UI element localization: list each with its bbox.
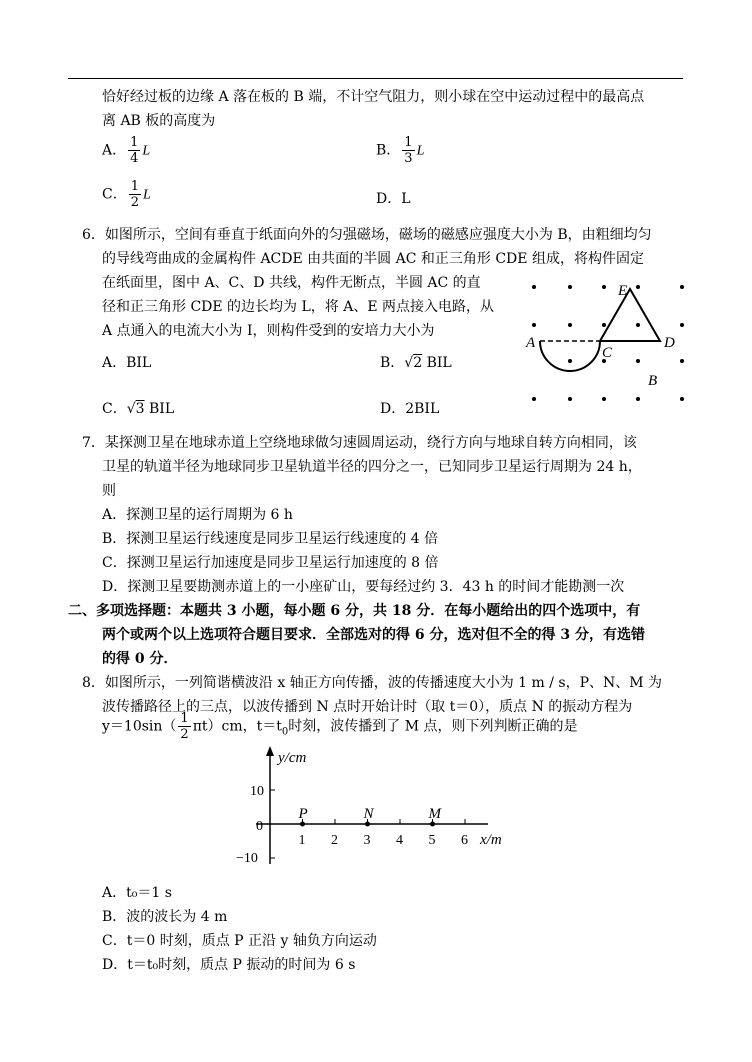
q6-option-d: D．2BIL: [380, 401, 440, 417]
q8-option-b: B．波的波长为 4 m: [102, 909, 228, 925]
point-N: [365, 822, 370, 827]
q8-option-c: C．t＝0 时刻，质点 P 正沿 y 轴负方向运动: [102, 933, 377, 949]
q5-b-var: L: [416, 143, 425, 159]
q8-eq-num: 1: [180, 711, 189, 726]
x-tick-label-5: 5: [428, 833, 436, 848]
y-tick-label-neg10: −10: [236, 851, 258, 866]
x-tick-label-3: 3: [363, 833, 371, 848]
point-label-P: P: [298, 806, 308, 822]
triangle-cde: [600, 289, 660, 341]
point-P: [300, 822, 305, 827]
q6-option-c: C．√3 BIL: [102, 401, 175, 417]
q5-b-den: 3: [404, 151, 413, 166]
q6-c-rest: BIL: [144, 401, 175, 417]
label-c: C: [602, 345, 613, 361]
q5-line2: 离 AB 板的高度为: [102, 113, 216, 129]
section2-line2: 两个或两个以上选项符合题目要求．全部选对的得 6 分，选对但不全的得 3 分，有选错: [102, 627, 645, 643]
q6-figure: [522, 275, 694, 405]
q5-a-den: 4: [130, 151, 139, 166]
header-rule: [68, 78, 683, 79]
q5-option-b-label: B．: [376, 142, 401, 159]
q7-line2: 卫星的轨道半径为地球同步卫星轨道半径的四分之一，已知同步卫星运行周期为 24 h，: [102, 459, 642, 475]
semicircle-ac: [540, 341, 600, 371]
q6-option-c-label: C．: [102, 401, 127, 417]
q8-eq-sub: 0: [281, 726, 289, 738]
point-M: [430, 822, 435, 827]
q8-option-d: D．t＝t₀时刻，质点 P 振动的时间为 6 s: [102, 957, 356, 973]
q5-c-den: 2: [130, 195, 139, 210]
q6-b-rest: BIL: [422, 355, 452, 371]
q8-line1: 8．如图所示，一列简谐横波沿 x 轴正方向传播，波的传播速度大小为 1 m / s，P、N、M 为: [82, 675, 663, 691]
q6-option-b-label: B．: [380, 355, 405, 371]
y-tick-label-10: 10: [250, 784, 264, 799]
y-axis-label: y/cm: [278, 750, 307, 766]
label-a: A: [526, 335, 536, 351]
q8-eq-den: 2: [180, 727, 189, 742]
q6-c-root: 3: [135, 401, 145, 417]
q7-option-a: A．探测卫星的运行周期为 6 h: [102, 507, 293, 523]
q6-line4: 径和正三角形 CDE 的边长均为 L，将 A、E 两点接入电路，从: [102, 299, 495, 315]
q8-eq-post: πt）cm，t＝t: [192, 718, 282, 735]
point-label-N: N: [363, 806, 374, 822]
q6-b-root: 2: [413, 355, 423, 371]
q7-option-c: C．探测卫星运行加速度是同步卫星运行加速度的 8 倍: [102, 555, 439, 571]
q6-option-a: A．BIL: [102, 355, 152, 371]
q5-a-var: L: [142, 143, 151, 159]
q5-line1: 恰好经过板的边缘 A 落在板的 B 端，不计空气阻力，则小球在空中运动过程中的最高点: [102, 89, 645, 105]
q7-option-b: B．探测卫星运行线速度是同步卫星运行线速度的 4 倍: [102, 531, 439, 547]
q8-equation: [102, 712, 578, 741]
q5-option-a-label: A．: [102, 142, 127, 159]
magnetic-field-dots: [532, 285, 684, 401]
x-tick-label-6: 6: [461, 833, 468, 848]
q5-c-var: L: [143, 187, 151, 203]
section2-line1: 二、多项选择题：本题共 3 小题，每小题 6 分，共 18 分．在每小题给出的四个选项中，有: [68, 603, 641, 619]
label-e: E: [618, 283, 628, 299]
y-axis-arrow: [266, 746, 274, 756]
q6-line5: A 点通入的电流大小为 I，则构件受到的安培力大小为: [102, 323, 435, 339]
section2-line3: 的得 0 分．: [102, 651, 178, 667]
q7-line1: 7．某探测卫星在地球赤道上空绕地球做匀速圆周运动，绕行方向与地球自转方向相同，该: [82, 435, 637, 451]
q5-option-c: [102, 180, 151, 209]
q5-b-num: 1: [404, 135, 413, 150]
q5-option-d: D．L: [376, 191, 411, 207]
q6-option-b: B．√2 BIL: [380, 355, 452, 371]
q7-option-d: D．探测卫星要勘测赤道上的一小座矿山，要每经过约 3．43 h 的时间才能勘测一次: [102, 579, 625, 595]
q6-line2: 的导线弯曲成的金属构件 ACDE 由共面的半圆 AC 和正三角形 CDE 组成，将构件固定: [102, 251, 644, 267]
q8-eq-pre: y＝10sin（: [102, 718, 177, 735]
q5-option-c-label: C．: [102, 186, 127, 203]
x-tick-label-4: 4: [396, 833, 403, 848]
x-tick-label-2: 2: [331, 833, 338, 848]
q8-eq-tail: 时刻，波传播到了 M 点，则下列判断正确的是: [288, 718, 578, 735]
q7-line3: 则: [102, 483, 116, 499]
x-tick-label-1: 1: [298, 833, 306, 848]
q5-a-num: 1: [130, 135, 139, 150]
q5-option-b: [376, 136, 424, 165]
label-b: B: [648, 373, 658, 389]
q8-option-a: A．t₀＝1 s: [102, 885, 172, 901]
q8-line2: 波传播路径上的三点，以波传播到 N 点时开始计时（取 t＝0），质点 N 的振动方程为: [102, 699, 633, 715]
q8-wave-chart: [230, 744, 520, 874]
label-d: D: [664, 335, 675, 351]
point-label-M: M: [428, 806, 441, 822]
x-axis-label: x/m: [480, 832, 502, 848]
q6-line1: 6．如图所示，空间有垂直于纸面向外的匀强磁场，磁场的磁感应强度大小为 B，由粗细均匀: [82, 227, 652, 243]
q6-line3: 在纸面里，图中 A、C、D 共线，构件无断点，半圆 AC 的直: [102, 275, 481, 291]
q5-option-a: [102, 136, 150, 165]
y-tick-label-0: 0: [256, 819, 263, 834]
q5-c-num: 1: [130, 179, 139, 194]
